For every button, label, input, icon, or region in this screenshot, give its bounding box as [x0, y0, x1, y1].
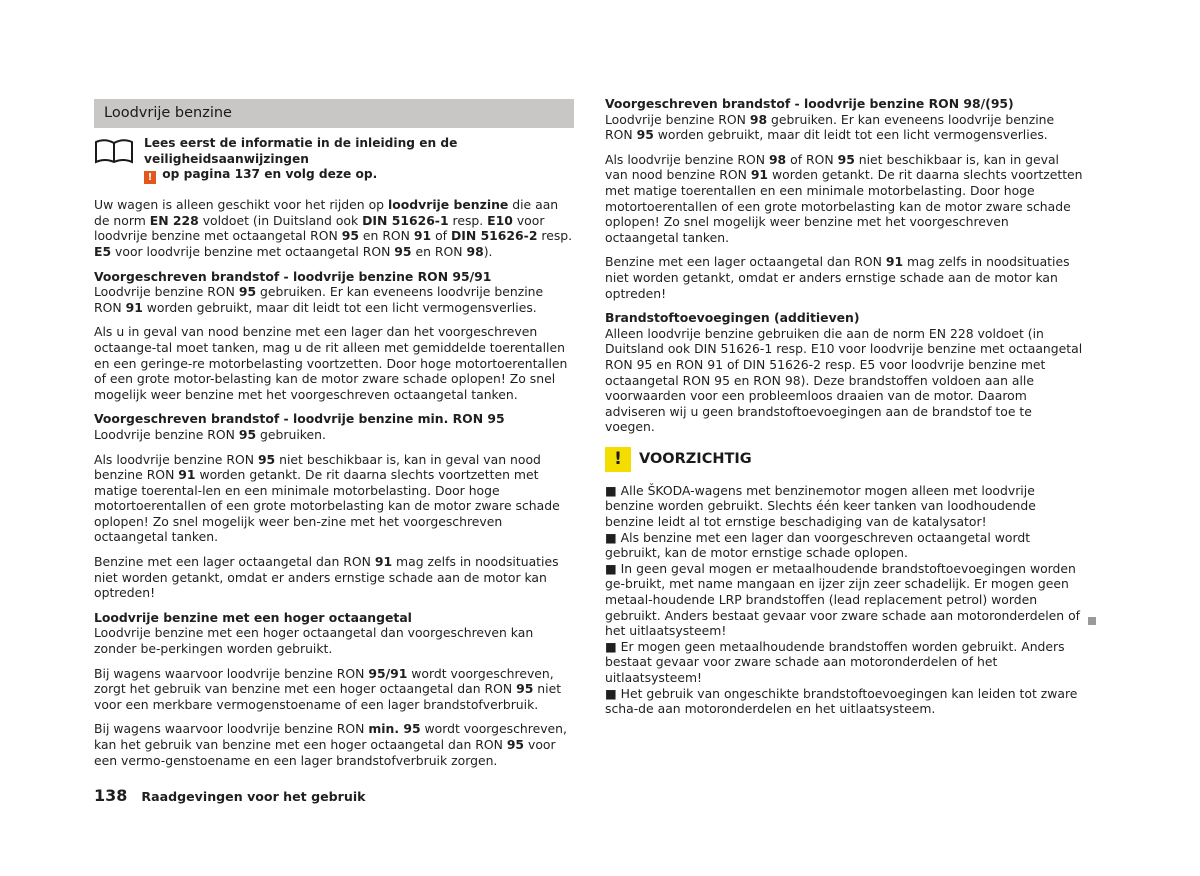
- caution-body: [605, 483, 1085, 717]
- ron-95-91-section: Voorgeschreven brandstof - loodvrije benzine RON 95/91 Loodvrije benzine RON 95 gebruiken. Er kan eveneens loodvrije benzine RON 91 worden gebruikt, maar dit leidt tot een licht vermogensverlies.: [94, 268, 544, 315]
- end-marker: [1088, 617, 1096, 625]
- page-footer: [94, 786, 366, 805]
- ron-98-section: Voorgeschreven brandstof - loodvrije benzine RON 98/(95) Loodvrije benzine RON 98 gebruiken. Er kan eveneens loodvrije benzine RON 95 worden gebruikt, maar dit leidt tot een licht vermogensverlies.: [605, 96, 1055, 143]
- subheading: Loodvrije benzine met een hoger octaangetal: [94, 609, 412, 625]
- higher-octane-section: Loodvrije benzine met een hoger octaangetal Loodvrije benzine met een hoger octaangetal dan voorgeschreven kan zonder be-perkingen worden gebruikt.: [94, 609, 534, 657]
- subheading: Voorgeschreven brandstof - loodvrije benzine RON 98/(95): [605, 96, 1014, 111]
- caution-item: ■ In geen geval mogen er metaalhoudende brandstoftoevoegingen worden ge-bruikt, met name mangaan en ijzer zijn zeer schadelijk. Er mogen geen metaal-houdende LRP brandstoffen (lead replacement petrol) worden gebruikt. Anders bestaat gevaar voor zware schade aan motoronderdelen of het uitlaatsysteem!: [605, 560, 1081, 639]
- ron-min-95-section: Voorgeschreven brandstof - loodvrije benzine min. RON 95 Loodvrije benzine RON 95 gebruiken.: [94, 411, 505, 442]
- note-line-2: op pagina 137 en volg deze op.: [162, 167, 378, 182]
- intro-paragraph: Uw wagen is alleen geschikt voor het rijden op loodvrije benzine die aan de norm EN 228 voldoet (in Duitsland ook DIN 51626-1 resp. E10 voor loodvrije benzine met octaangetal RON 95 en RON 91 of DIN 51626-2 resp. E5 voor loodvrije benzine met octaangetal RON 95 en RON 98).: [94, 197, 573, 259]
- caution-item: ■ Als benzine met een lager dan voorgeschreven octaangetal wordt gebruikt, kan de motor ernstige schade oplopen.: [605, 529, 1031, 561]
- subheading: Voorgeschreven brandstof - loodvrije benzine RON 95/91: [94, 268, 492, 284]
- caution-header: [605, 447, 1085, 472]
- note-text: [144, 136, 574, 184]
- ron-min-95-higher-paragraph: Bij wagens waarvoor loodvrije benzine RON min. 95 wordt voorgeschreven, kan het gebruik van benzine met een hoger octaangetal dan RON 95 voor een vermo-genstoename en een lager brandstofverbruik zorgen.: [94, 721, 567, 768]
- subheading: Voorgeschreven brandstof - loodvrije benzine min. RON 95: [94, 411, 505, 427]
- section-title: [94, 99, 574, 128]
- caution-icon: !: [605, 447, 631, 472]
- section-title-text: Loodvrije benzine: [104, 104, 232, 121]
- lower-octane-paragraph: Benzine met een lager octaangetal dan RON 91 mag zelfs in noodsituaties niet worden getankt, omdat er anders ernstige schade aan de motor kan optreden!: [605, 254, 1070, 301]
- open-book-icon: [94, 138, 134, 164]
- read-first-note: [94, 136, 574, 184]
- unavailable-paragraph: Als loodvrije benzine RON 95 niet beschikbaar is, kan in geval van nood benzine RON 91 worden getankt. De rit daarna slechts voortzetten met matige toerental-len en een minimale motorbelasting. Door hoge motortoerentallen of een grote motorbelasting kan de motor zware schade oplopen! Zo snel mogelijk weer ben-zine met het voorgeschreven octaangetal tanken.: [94, 451, 560, 545]
- emergency-paragraph: Als u in geval van nood benzine met een lager dan het voorgeschreven octaange-tal moet tanken, mag u de rit alleen met gemiddelde toerentallen en een geringe-re motorbelasting voortzetten. Door hoge motortoerentallen of een grote motor-belasting kan de motor zware schade oplopen! Zo snel mogelijk weer benzine met het voorgeschreven octaangetal tanken.: [94, 324, 568, 402]
- caution-title: VOORZICHTIG: [639, 450, 752, 467]
- ron-98-unavailable-paragraph: Als loodvrije benzine RON 98 of RON 95 niet beschikbaar is, kan in geval van nood benzine RON 91 worden getankt. De rit daarna slechts voortzetten met matige toerentallen en een minimale motorbelasting. Door hoge motortoerentallen of een grote motorbelasting kan de motor zware schade oplopen! Zo snel mogelijk weer benzine met het voorgeschreven octaangetal tanken.: [605, 151, 1083, 245]
- subheading: Brandstoftoevoegingen (additieven): [605, 310, 860, 326]
- note-line-1: Lees eerst de informatie in de inleiding en de veiligheidsaanwijzingen: [144, 136, 458, 166]
- additives-section: Brandstoftoevoegingen (additieven) Alleen loodvrije benzine gebruiken die aan de norm EN 228 voldoet (in Duitsland ook DIN 51626-1 resp. E10 voor loodvrije benzine met octaangetal RON 95 en RON 91 of DIN 51626-2 resp. E5 voor loodvrije benzine met octaangetal RON 95 en RON 98). Deze brandstoffen voldoen aan alle voorwaarden voor een probleemloos draaien van de motor. Daarom adviseren wij u geen brandstoftoevoegingen aan de brandstof toe te voegen.: [605, 310, 1083, 435]
- right-column: [605, 96, 1085, 717]
- caution-item: ■ Er mogen geen metaalhoudende brandstoffen worden gebruikt. Anders bestaat gevaar voor zware schade aan motoronderdelen of het uitlaatsysteem!: [605, 638, 1065, 685]
- warning-icon: !: [144, 171, 156, 184]
- chapter-title: Raadgevingen voor het gebruik: [141, 789, 366, 804]
- caution-item: ■ Het gebruik van ongeschikte brandstoftoevoegingen kan leiden tot zware scha-de aan motoronderdelen en het uitlaatsysteem.: [605, 685, 1078, 717]
- page-number: 138: [94, 786, 128, 805]
- left-column: [94, 96, 574, 777]
- lower-octane-paragraph: Benzine met een lager octaangetal dan RON 91 mag zelfs in noodsituaties niet worden getankt, omdat er anders ernstige schade aan de motor kan optreden!: [94, 554, 559, 601]
- ron-95-91-higher-paragraph: Bij wagens waarvoor loodvrije benzine RON 95/91 wordt voorgeschreven, zorgt het gebruik van benzine met een hoger octaangetal dan RON 95 niet voor een merkbare vermogenstoename of een lager brandstofverbruik.: [94, 665, 562, 712]
- caution-item: ■ Alle ŠKODA-wagens met benzinemotor mogen alleen met loodvrije benzine worden gebruikt. Slechts één keer tanken van loodhoudende benzine leidt al tot ernstige beschadiging van de katalysator!: [605, 482, 1036, 530]
